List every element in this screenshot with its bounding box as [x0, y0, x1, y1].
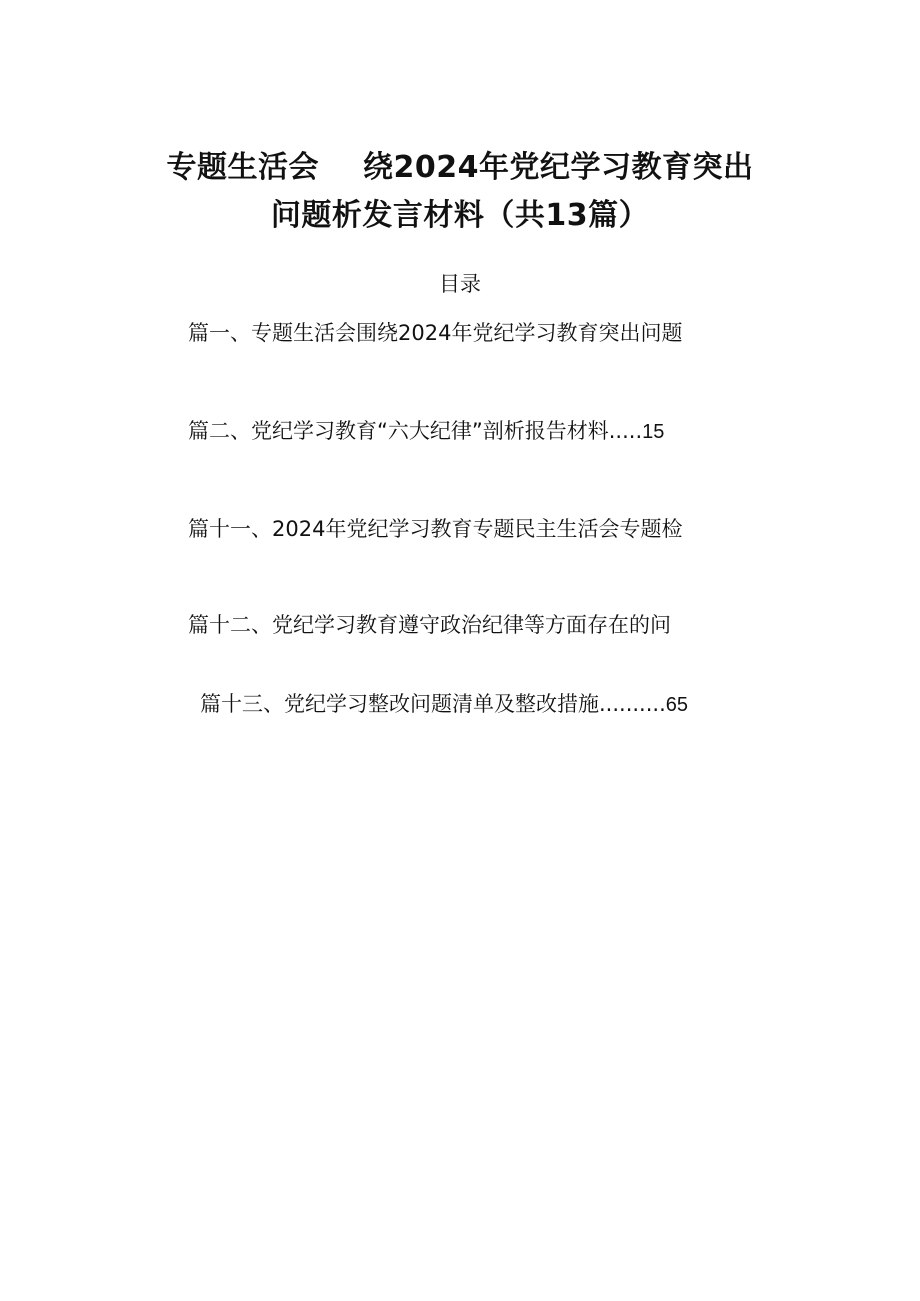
toc-entry-page: 65	[665, 694, 689, 716]
document-title-line-2: 问题析发言材料（共13篇）	[270, 198, 650, 233]
title-part-2: 绕2024年党纪学习教育突出	[363, 150, 754, 185]
toc-entry[interactable]	[188, 416, 664, 447]
document-title-line-1	[0, 148, 920, 188]
toc-entry-text: 篇十三、党纪学习整改问题清单及整改措施..........	[200, 692, 666, 716]
toc-entry[interactable]	[188, 318, 682, 349]
toc-entry[interactable]	[200, 689, 688, 720]
toc-entry[interactable]	[188, 610, 671, 641]
toc-entry-page: 15	[642, 421, 665, 443]
toc-entry-text: 篇一、专题生活会围绕2024年党纪学习教育突出问题	[188, 321, 683, 345]
toc-heading: 目录	[439, 272, 481, 296]
toc-entry[interactable]	[188, 514, 682, 545]
title-part-1: 专题生活会	[166, 150, 319, 185]
toc-entry-text: 篇二、党纪学习教育“六大纪律”剖析报告材料.....	[188, 419, 643, 443]
toc-entry-text: 篇十二、党纪学习教育遵守政治纪律等方面存在的问	[188, 613, 671, 637]
toc-entry-text: 篇十一、2024年党纪学习教育专题民主生活会专题检	[188, 517, 683, 541]
